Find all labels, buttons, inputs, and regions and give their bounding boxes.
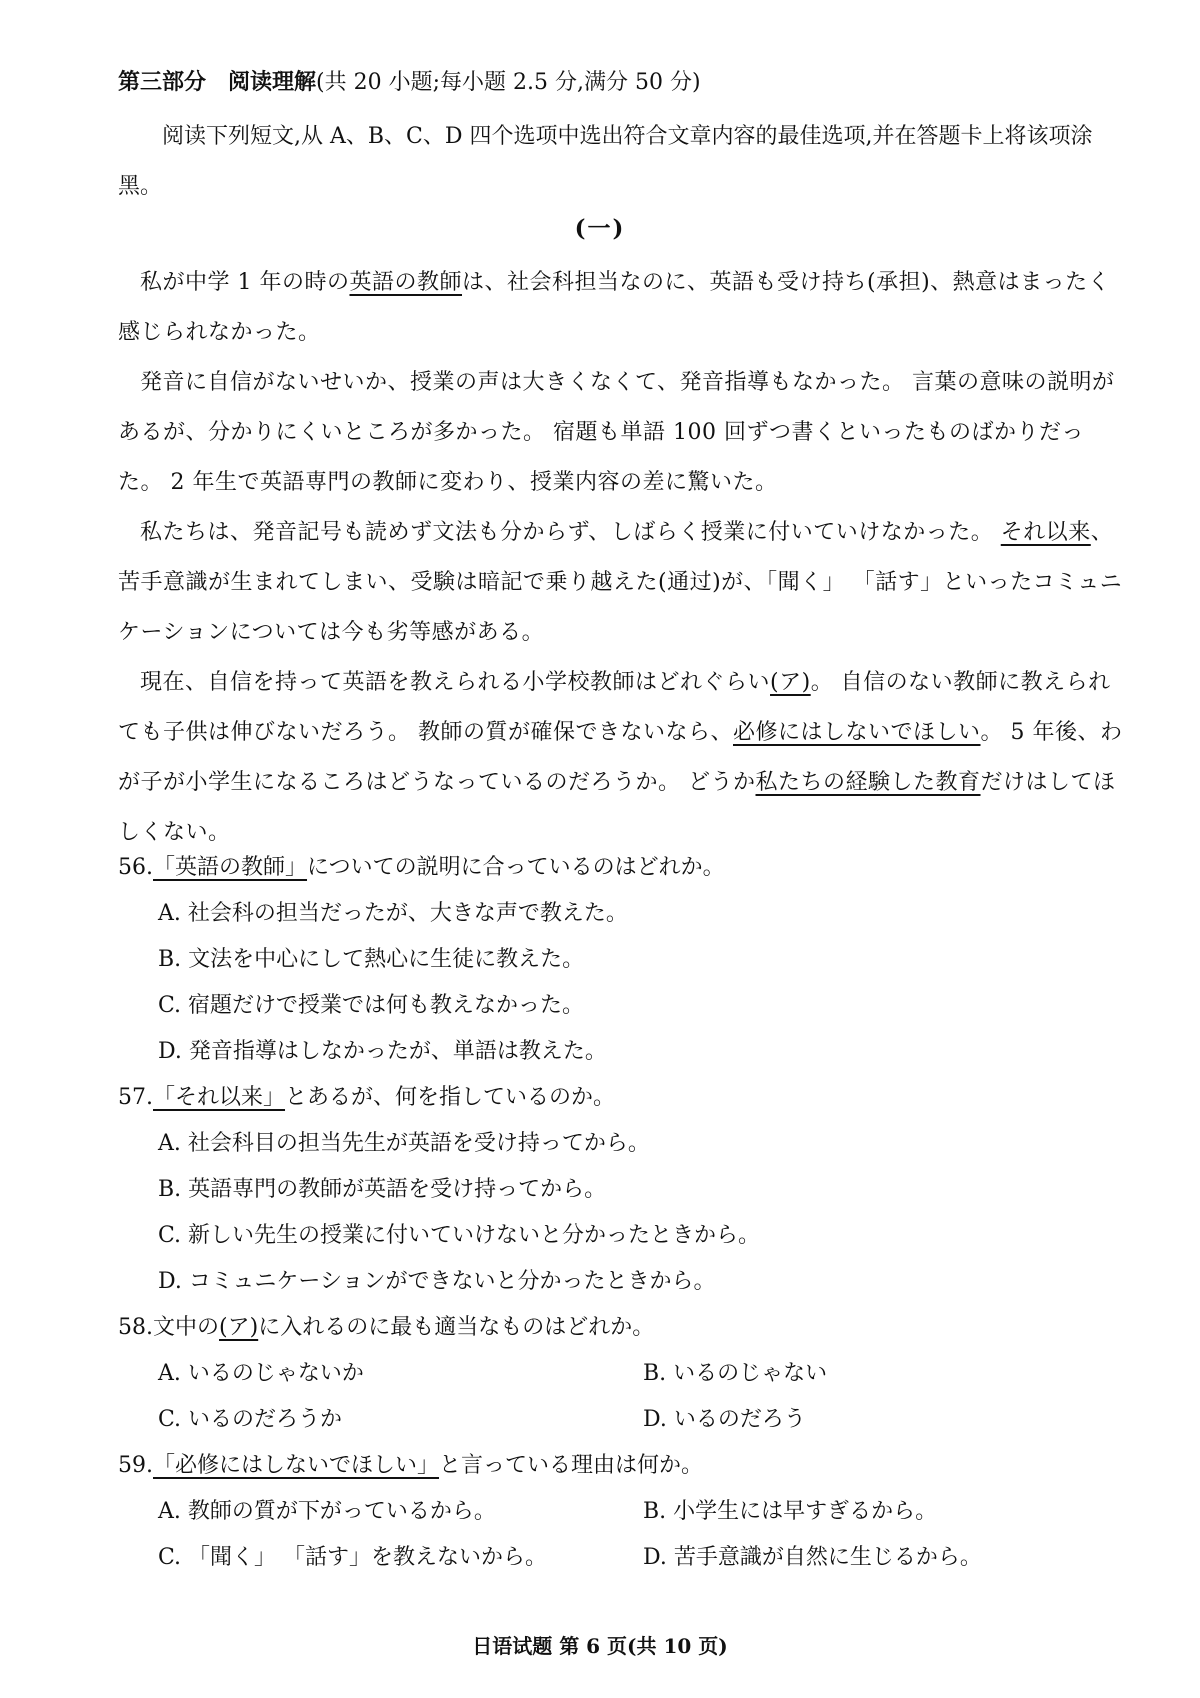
option-b: B. 英語専門の教師が英語を受け持ってから。 — [158, 1177, 607, 1202]
passage-paragraph-3: 私たちは、発音記号も読めず文法も分からず、しばらく授業に付いていけなかった。 それ以来、苦手意識が生まれてしまい、受験は暗記で乗り越えた(通过)が、「聞く」 「話す」といったコミュニケーションについては今も劣等感がある。 — [118, 520, 1123, 645]
question-58 — [118, 1305, 1128, 1443]
option-b: B. 小学生には早すぎるから。 — [643, 1499, 938, 1524]
passage — [118, 258, 1128, 858]
passage-paragraph-1: 私が中学 1 年の時の英語の教師は、社会科担当なのに、英語も受け持ち(承担)、熱意はまったく感じられなかった。 — [118, 270, 1111, 345]
page-footer: 日语试题 第 6 页(共 10 页) — [472, 1634, 728, 1658]
question-list — [118, 845, 1128, 1581]
question-59 — [118, 1443, 1128, 1581]
passage-title: (一) — [574, 215, 626, 242]
option-row — [158, 1351, 1128, 1397]
instruction-text: 阅读下列短文,从 A、B、C、D 四个选项中选出符合文章内容的最佳选项,并在答题卡上将该项涂黑。 — [118, 124, 1093, 199]
question-56 — [118, 845, 1128, 1075]
option-a: A. いるのじゃないか — [158, 1361, 364, 1386]
option-d: D. コミュニケーションができないと分かったときから。 — [158, 1269, 716, 1294]
question-stem: 59.「必修にはしないでほしい」と言っている理由は何か。 — [118, 1453, 704, 1478]
blank-marker: (ア) — [770, 670, 811, 695]
option-a: A. 社会科目の担当先生が英語を受け持ってから。 — [158, 1131, 650, 1156]
section-label: 阅读理解 — [228, 69, 317, 95]
option-a: A. 教師の質が下がっているから。 — [158, 1499, 496, 1524]
option-d: D. 発音指導はしなかったが、単語は教えた。 — [158, 1039, 607, 1064]
underlined-phrase: 英語の教師 — [349, 270, 462, 295]
option-d: D. 苦手意識が自然に生じるから。 — [643, 1545, 982, 1570]
option-c: C. いるのだろうか — [158, 1407, 343, 1432]
question-stem: 56.「英語の教師」についての説明に合っているのはどれか。 — [118, 855, 725, 880]
question-57 — [118, 1075, 1128, 1305]
underlined-phrase: 必修にはしないでほしい — [733, 720, 981, 745]
option-b: B. いるのじゃない — [643, 1361, 828, 1386]
option-row — [158, 1397, 1128, 1443]
passage-paragraph-4: 現在、自信を持って英語を教えられる小学校教師はどれぐらい(ア)。 自信のない教師に教えられても子供は伸びないだろう。 教師の質が確保できないなら、必修にはしないでほしい。 5 年後、わが子が小学生になるころはどうなっているのだろうか。 どうか私たちの経験した教育だけはしてほしくない。 — [118, 670, 1123, 845]
question-stem: 58.文中の(ア)に入れるのに最も適当なものはどれか。 — [118, 1315, 655, 1340]
option-d: D. いるのだろう — [643, 1407, 806, 1432]
option-row — [158, 1535, 1128, 1581]
underlined-phrase: 私たちの経験した教育 — [755, 770, 981, 795]
option-row — [158, 1489, 1128, 1535]
passage-paragraph-2: 発音に自信がないせいか、授業の声は大きくなくて、発音指導もなかった。 言葉の意味の説明があるが、分かりにくいところが多かった。 宿題も単語 100 回ずつ書くといったものばかりだった。 2 年生で英語専門の教師に変わり、授業内容の差に驚いた。 — [118, 370, 1115, 495]
question-stem: 57.「それ以来」とあるが、何を指しているのか。 — [118, 1085, 616, 1110]
section-heading — [118, 66, 701, 99]
section-meta: (共 20 小题;每小题 2.5 分,满分 50 分) — [316, 70, 701, 95]
option-c: C. 「聞く」 「話す」を教えないから。 — [158, 1545, 548, 1570]
part-label: 第三部分 — [118, 69, 207, 95]
option-b: B. 文法を中心にして熱心に生徒に教えた。 — [158, 947, 585, 972]
option-c: C. 宿題だけで授業では何も教えなかった。 — [158, 993, 585, 1018]
underlined-phrase: それ以来 — [1000, 520, 1091, 545]
option-a: A. 社会科の担当だったが、大きな声で教えた。 — [158, 901, 628, 926]
option-c: C. 新しい先生の授業に付いていけないと分かったときから。 — [158, 1223, 761, 1248]
